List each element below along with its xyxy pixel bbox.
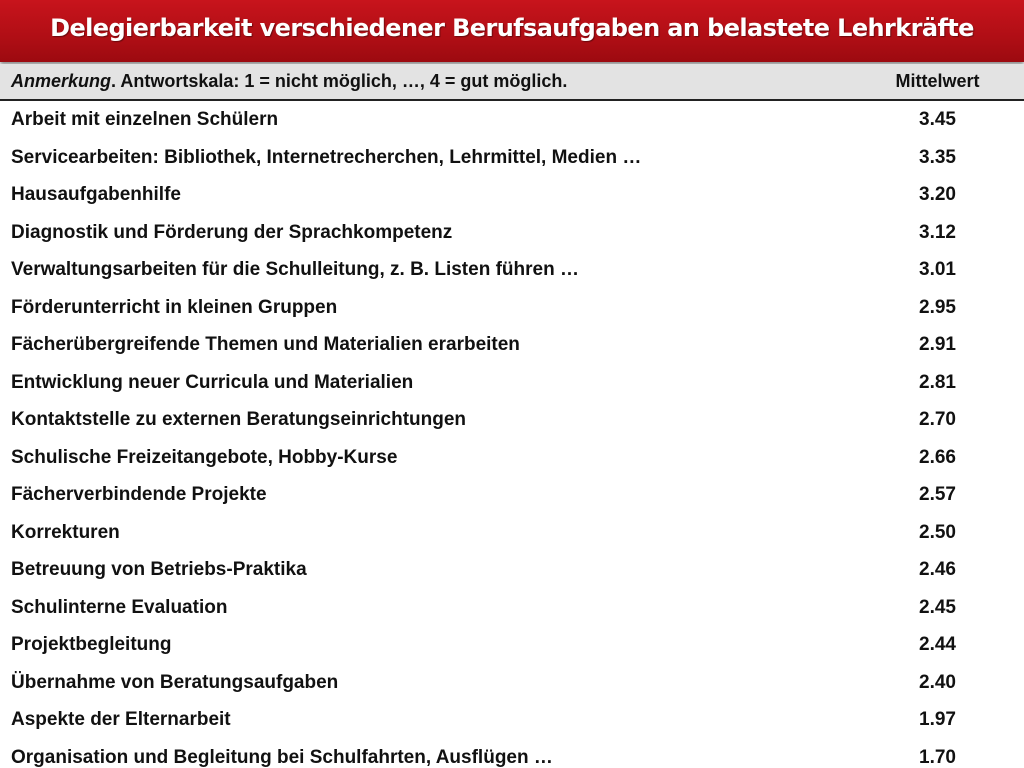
- table-row: [0, 664, 1024, 702]
- table-row: [0, 401, 1024, 439]
- table-row: [0, 589, 1024, 627]
- row-label: Schulinterne Evaluation: [11, 596, 228, 618]
- row-label: Projektbegleitung: [11, 634, 172, 655]
- table-row: [0, 176, 1024, 214]
- row-value: 1.70: [919, 746, 956, 768]
- row-label: Verwaltungsarbeiten für die Schulleitung, z. B. Listen führen …: [11, 259, 579, 280]
- row-value: 2.95: [919, 296, 956, 318]
- table-row: [0, 364, 1024, 402]
- title-bar: [0, 0, 1024, 62]
- row-label: Kontaktstelle zu externen Beratungseinrichtungen: [11, 409, 467, 430]
- table-row: [0, 214, 1024, 252]
- row-value: 2.45: [919, 596, 956, 618]
- table-note: [11, 64, 567, 99]
- row-label: Arbeit mit einzelnen Schülern: [11, 109, 279, 130]
- table-row: [0, 701, 1024, 739]
- row-label: Aspekte der Elternarbeit: [11, 709, 231, 730]
- table-row: [0, 139, 1024, 177]
- row-value: 2.57: [919, 484, 956, 505]
- row-label: Hausaufgabenhilfe: [11, 184, 181, 205]
- table-header: [0, 64, 1024, 101]
- row-value: 2.44: [919, 634, 956, 655]
- row-label: Betreuung von Betriebs-Praktika: [11, 559, 307, 580]
- row-label: Diagnostik und Förderung der Sprachkompetenz: [11, 221, 453, 243]
- row-label: Schulische Freizeitangebote, Hobby-Kurse: [11, 446, 398, 468]
- row-value: 2.50: [919, 521, 956, 543]
- row-value: 2.70: [919, 409, 956, 430]
- row-label: Organisation und Begleitung bei Schulfahrten, Ausflügen …: [11, 746, 553, 768]
- row-label: Korrekturen: [11, 521, 120, 543]
- row-value: 3.20: [919, 184, 956, 205]
- row-label: Fächerübergreifende Themen und Materialien erarbeiten: [11, 334, 520, 355]
- row-value: 3.01: [919, 259, 956, 280]
- row-value: 3.12: [919, 221, 956, 243]
- table-row: [0, 439, 1024, 477]
- table-row: [0, 289, 1024, 327]
- table-row: [0, 326, 1024, 364]
- note-text: . Antwortskala: 1 = nicht möglich, …, 4 = gut möglich.: [111, 71, 568, 91]
- row-value: 2.66: [919, 446, 956, 468]
- row-value: 2.81: [919, 371, 956, 393]
- table-row: [0, 626, 1024, 664]
- row-value: 1.97: [919, 709, 956, 730]
- table-row: [0, 476, 1024, 514]
- table-row: [0, 101, 1024, 139]
- row-value: 3.45: [919, 109, 956, 130]
- row-label: Entwicklung neuer Curricula und Materialien: [11, 371, 414, 393]
- table-row: [0, 251, 1024, 289]
- table-row: [0, 514, 1024, 552]
- row-value: 2.40: [919, 671, 956, 693]
- row-value: 2.91: [919, 334, 956, 355]
- row-label: Übernahme von Beratungsaufgaben: [11, 671, 339, 693]
- slide-title: Delegierbarkeit verschiedener Berufsaufgaben an belastete Lehrkräfte: [50, 14, 974, 42]
- table-body: [0, 101, 1024, 768]
- row-value: 2.46: [919, 559, 956, 580]
- row-value: 3.35: [919, 146, 956, 168]
- column-header-mittelwert: Mittelwert: [895, 71, 980, 91]
- table-row: [0, 739, 1024, 768]
- row-label: Fächerverbindende Projekte: [11, 484, 267, 505]
- row-label: Förderunterricht in kleinen Gruppen: [11, 296, 338, 318]
- table-row: [0, 551, 1024, 589]
- note-label: Anmerkung: [11, 71, 112, 91]
- row-label: Servicearbeiten: Bibliothek, Internetrecherchen, Lehrmittel, Medien …: [11, 146, 642, 168]
